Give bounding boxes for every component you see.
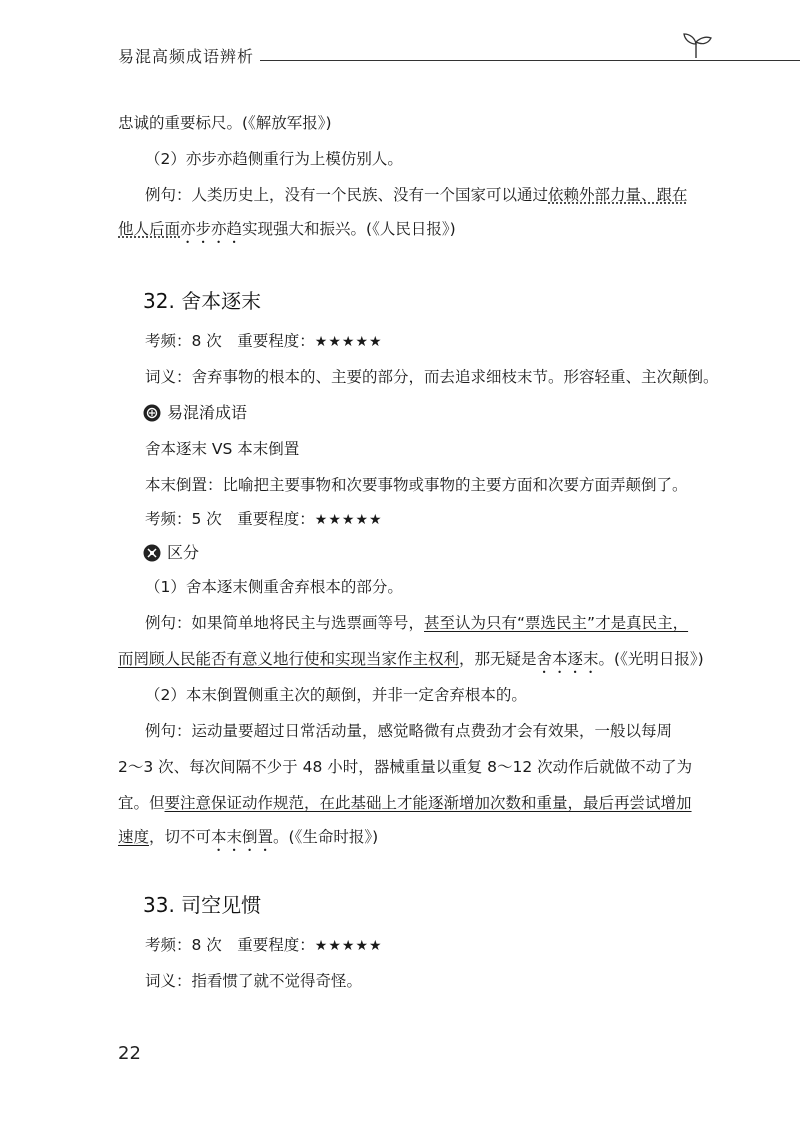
importance-stars: ★★★★★: [314, 938, 383, 954]
usage-point-2: （2）亦步亦趋侧重行为上模仿别人。: [145, 150, 403, 168]
frequency-label: 考频：5 次 重要程度：: [145, 510, 315, 528]
distinguish-badge-icon: [143, 544, 161, 562]
underlined-phrase: 甚至认为只有“票选民主”才是真民主，: [424, 614, 689, 632]
importance-stars: ★★★★★: [314, 512, 383, 528]
running-header: [118, 44, 718, 74]
sprout-icon: [676, 30, 716, 60]
emphasized-idiom: 亦步亦趋: [180, 220, 243, 238]
frequency-label: 考频：8 次 重要程度：: [145, 332, 315, 350]
example-text: 宜。但: [118, 794, 165, 812]
example-text: 例句：如果简单地将民主与选票画等号，: [145, 614, 425, 632]
underlined-phrase: 要注意保证动作规范，在此基础上才能逐渐增加次数和重量，最后再尝试增加: [164, 794, 692, 812]
header-rule: [260, 60, 800, 61]
entry-title: 32. 舍本逐末: [143, 289, 262, 313]
example-1-line-2: [118, 648, 704, 677]
compare-line: 舍本逐末 VS 本末倒置: [145, 440, 300, 458]
example-text: 。(《光明日报》): [598, 650, 704, 668]
meaning-line: 词义：指看惯了就不觉得奇怪。: [145, 972, 363, 990]
example-2-line-3: [118, 792, 692, 814]
underlined-phrase: 他人后面: [118, 220, 181, 238]
example-text: 实现强大和振兴。(《人民日报》): [242, 220, 456, 238]
confusable-badge-icon: [143, 404, 161, 422]
example-2-line-2: 2～3 次、每次间隔不少于 48 小时，器械重量以重复 8～12 次动作后就做不动了为: [118, 758, 693, 776]
entry-title: 33. 司空见惯: [143, 893, 262, 917]
other-frequency-line: [145, 508, 383, 531]
distinguish-label-text: 区分: [167, 543, 200, 562]
underlined-phrase: 依赖外部力量、跟在: [548, 186, 688, 204]
example-text: ，那无疑是: [459, 650, 537, 668]
distinguish-point-1: （1）舍本逐末侧重舍弃根本的部分。: [145, 578, 403, 596]
example-text: 。(《生命时报》): [273, 828, 379, 846]
emphasized-idiom: 舍本逐末: [536, 650, 599, 668]
confusable-label-text: 易混淆成语: [167, 403, 248, 422]
example-sentence-cont: [118, 218, 456, 247]
underlined-phrase: 速度: [118, 828, 150, 846]
frequency-line: [145, 330, 383, 353]
other-idiom-meaning: 本末倒置：比喻把主要事物和次要事物或事物的主要方面和次要方面弄颠倒了。: [145, 476, 688, 494]
underlined-phrase: 而罔顾人民能否有意义地行使和实现当家作主权利: [118, 650, 460, 668]
example-text: ，切不可: [149, 828, 212, 846]
continued-text: 忠诚的重要标尺。(《解放军报》): [118, 114, 332, 132]
example-2-line-4: [118, 826, 378, 855]
frequency-line: [145, 934, 383, 957]
example-sentence: [145, 184, 688, 206]
frequency-label: 考频：8 次 重要程度：: [145, 936, 315, 954]
importance-stars: ★★★★★: [314, 334, 383, 350]
example-text: 例句：人类历史上，没有一个民族、没有一个国家可以通过: [145, 186, 549, 204]
distinguish-section-label: [143, 542, 199, 564]
page-number: 22: [118, 1043, 141, 1064]
meaning-line: 词义：舍弃事物的根本的、主要的部分，而去追求细枝末节。形容轻重、主次颠倒。: [145, 368, 719, 386]
emphasized-idiom: 本末倒置: [211, 828, 274, 846]
confusable-section-label: [143, 402, 247, 424]
distinguish-point-2: （2）本末倒置侧重主次的颠倒，并非一定舍弃根本的。: [145, 686, 527, 704]
header-title: 易混高频成语辨析: [118, 47, 255, 66]
example-2-line-1: 例句：运动量要超过日常活动量，感觉略微有点费劲才会有效果，一般以每周: [145, 722, 673, 740]
example-1-line-1: [145, 612, 688, 634]
